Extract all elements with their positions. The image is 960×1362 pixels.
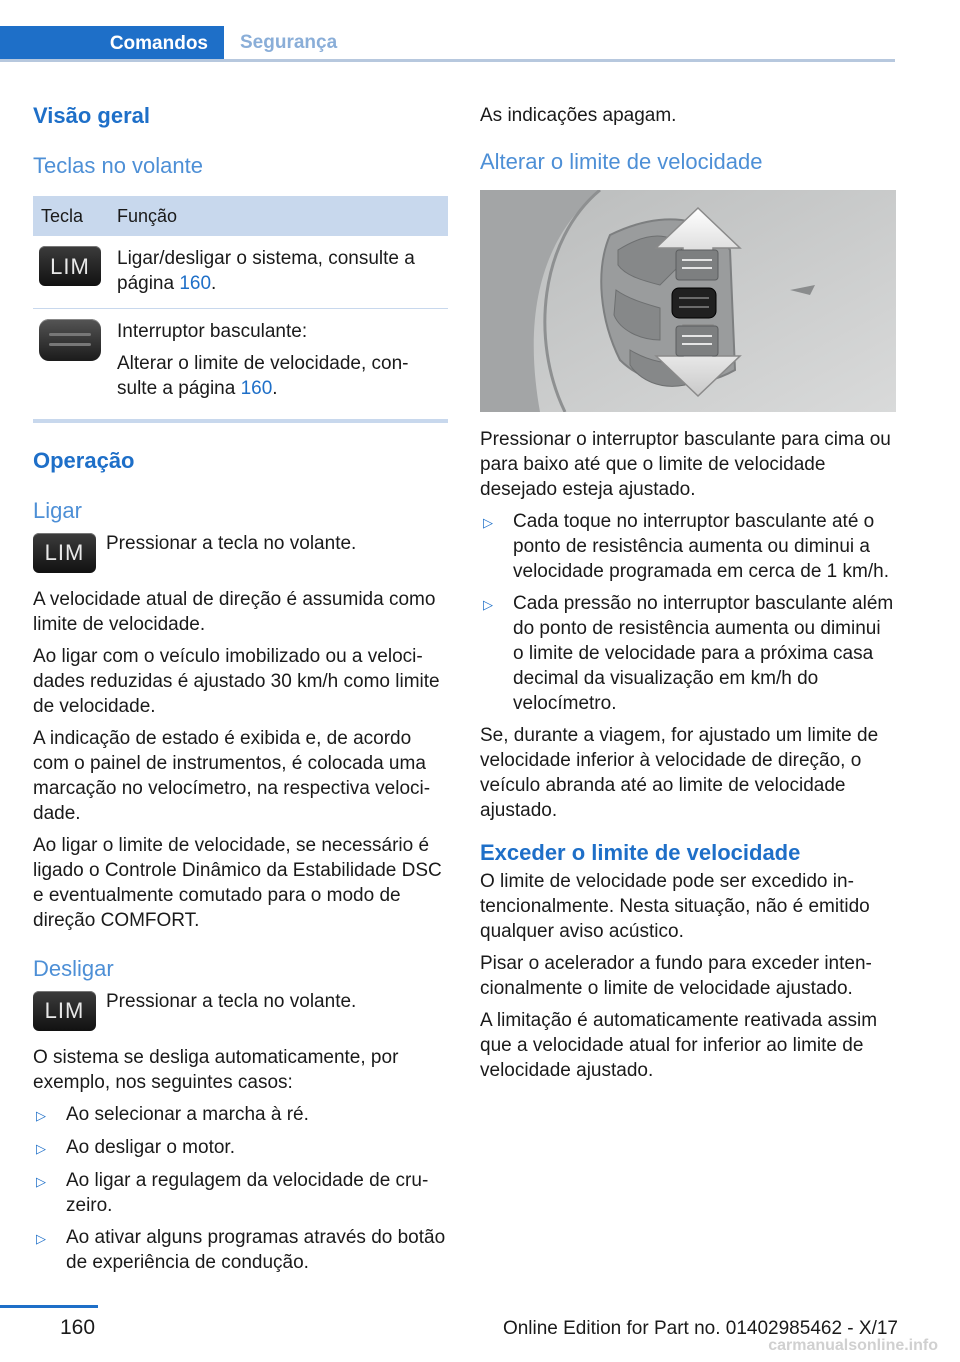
list-item: ▷ Ao desligar o motor. <box>33 1135 448 1161</box>
keys-table <box>33 196 448 413</box>
lim-button-icon: LIM <box>33 533 96 573</box>
triangle-bullet-icon: ▷ <box>36 1174 46 1189</box>
list-item: ▷ Cada toque no interruptor basculante até o ponto de resistência aumenta ou diminui a velocidade programada em cerca de 1 km/h. <box>480 509 896 584</box>
lim-button-icon: LIM <box>39 246 101 286</box>
top-tab-bar <box>0 26 895 62</box>
triangle-bullet-icon: ▷ <box>483 515 493 530</box>
triangle-bullet-icon: ▷ <box>483 597 493 612</box>
desligar-instruction: LIM Pressionar a tecla no volante. <box>33 991 448 1031</box>
tab-bar-line <box>0 59 895 62</box>
tab-seguranca[interactable]: Segurança <box>240 31 338 53</box>
paragraph: Se, durante a viagem, for ajustado um limite de velocidade inferior à velocidade de direção, o veículo abranda até ao limite de velocidade ajustado. <box>480 725 879 821</box>
table-bottom-rule <box>33 419 448 423</box>
lim-button-icon: LIM <box>33 991 96 1031</box>
footer-rule <box>0 1305 98 1308</box>
left-column <box>33 100 448 1275</box>
paragraph: Pressionar o interruptor basculante para cima ou para baixo até que o limite de velocidade desejado esteja ajustado. <box>480 429 891 500</box>
page-link[interactable]: 160 <box>240 378 273 399</box>
list-item: ▷ Cada pressão no interruptor basculante além do ponto de resistência aumenta ou diminui o limite de velocidade para a próxima casa decimal da visualização em km/h do velocímetro. <box>480 591 896 716</box>
col-header-tecla: Tecla <box>33 196 109 236</box>
edition-text: Online Edition for Part no. 01402985462 - X/17 <box>502 1318 898 1339</box>
bullet-list <box>33 1102 448 1275</box>
paragraph: As indicações apagam. <box>480 105 677 126</box>
paragraph: A velocidade atual de direção é assumida como limite de velocidade. <box>33 589 436 635</box>
bullet-list <box>480 509 896 716</box>
ligar-instruction: LIM Pressionar a tecla no volante. <box>33 533 448 573</box>
steering-wheel-illustration <box>480 190 896 412</box>
table-header-row <box>33 196 448 236</box>
table-cell-function: Ligar/desligar o sistema, consulte a página 160. <box>109 236 448 309</box>
right-column <box>480 100 896 1083</box>
col-header-funcao: Função <box>109 196 448 236</box>
table-row <box>33 236 448 309</box>
triangle-bullet-icon: ▷ <box>36 1141 46 1156</box>
tab-comandos[interactable]: Comandos <box>0 26 224 62</box>
subtitle-ligar: Ligar <box>33 498 82 523</box>
list-item: ▷ Ao selecionar a marcha à ré. <box>33 1102 448 1128</box>
section-title-visao-geral: Visão geral <box>33 103 150 128</box>
paragraph: A limitação é automaticamente reativada assim que a velocidade atual for inferior ao limite de velocidade ajustado. <box>480 1010 878 1081</box>
paragraph: O limite de velocidade pode ser excedido intencionalmente. Nesta situação, não é emitido qualquer aviso acústico. <box>480 871 870 942</box>
subtitle-alterar-limite: Alterar o limite de velocidade <box>480 149 763 174</box>
triangle-bullet-icon: ▷ <box>36 1108 46 1123</box>
paragraph: A indicação de estado é exibida e, de acordo com o painel de instrumentos, é colocada uma marcação no velocímetro, na respectiva velocidade. <box>33 728 431 824</box>
section-title-operacao: Operação <box>33 448 135 473</box>
rocker-switch-icon <box>39 319 101 361</box>
section-title-exceder: Exceder o limite de velocidade <box>480 840 801 865</box>
list-item: ▷ Ao ligar a regulagem da velocidade de cruzeiro. <box>33 1168 448 1218</box>
subtitle-desligar: Desligar <box>33 956 114 981</box>
page-link[interactable]: 160 <box>179 273 212 294</box>
watermark: carmanualsonline.info <box>768 1337 938 1354</box>
table-cell-function: Interruptor basculante: Alterar o limite de velocidade, consulte a página 160. <box>117 321 409 399</box>
paragraph: Ao ligar o limite de velocidade, se necessário é ligado o Controle Dinâmico da Estabilidade DSC e eventualmente comutado para o modo de direção COMFORT. <box>33 835 442 931</box>
table-row <box>33 309 448 414</box>
paragraph: Pisar o acelerador a fundo para exceder intencionalmente o limite de velocidade ajustado. <box>480 953 872 999</box>
paragraph: O sistema se desliga automaticamente, por exemplo, nos seguintes casos: <box>33 1047 399 1093</box>
subtitle-teclas-no-volante: Teclas no volante <box>33 153 203 178</box>
page-number: 160 <box>60 1316 96 1339</box>
paragraph: Ao ligar com o veículo imobilizado ou a velocidades reduzidas é ajustado 30 km/h como limite de velocidade. <box>33 646 440 717</box>
list-item: ▷ Ao ativar alguns programas através do botão de experiência de condução. <box>33 1225 448 1275</box>
triangle-bullet-icon: ▷ <box>36 1231 46 1246</box>
